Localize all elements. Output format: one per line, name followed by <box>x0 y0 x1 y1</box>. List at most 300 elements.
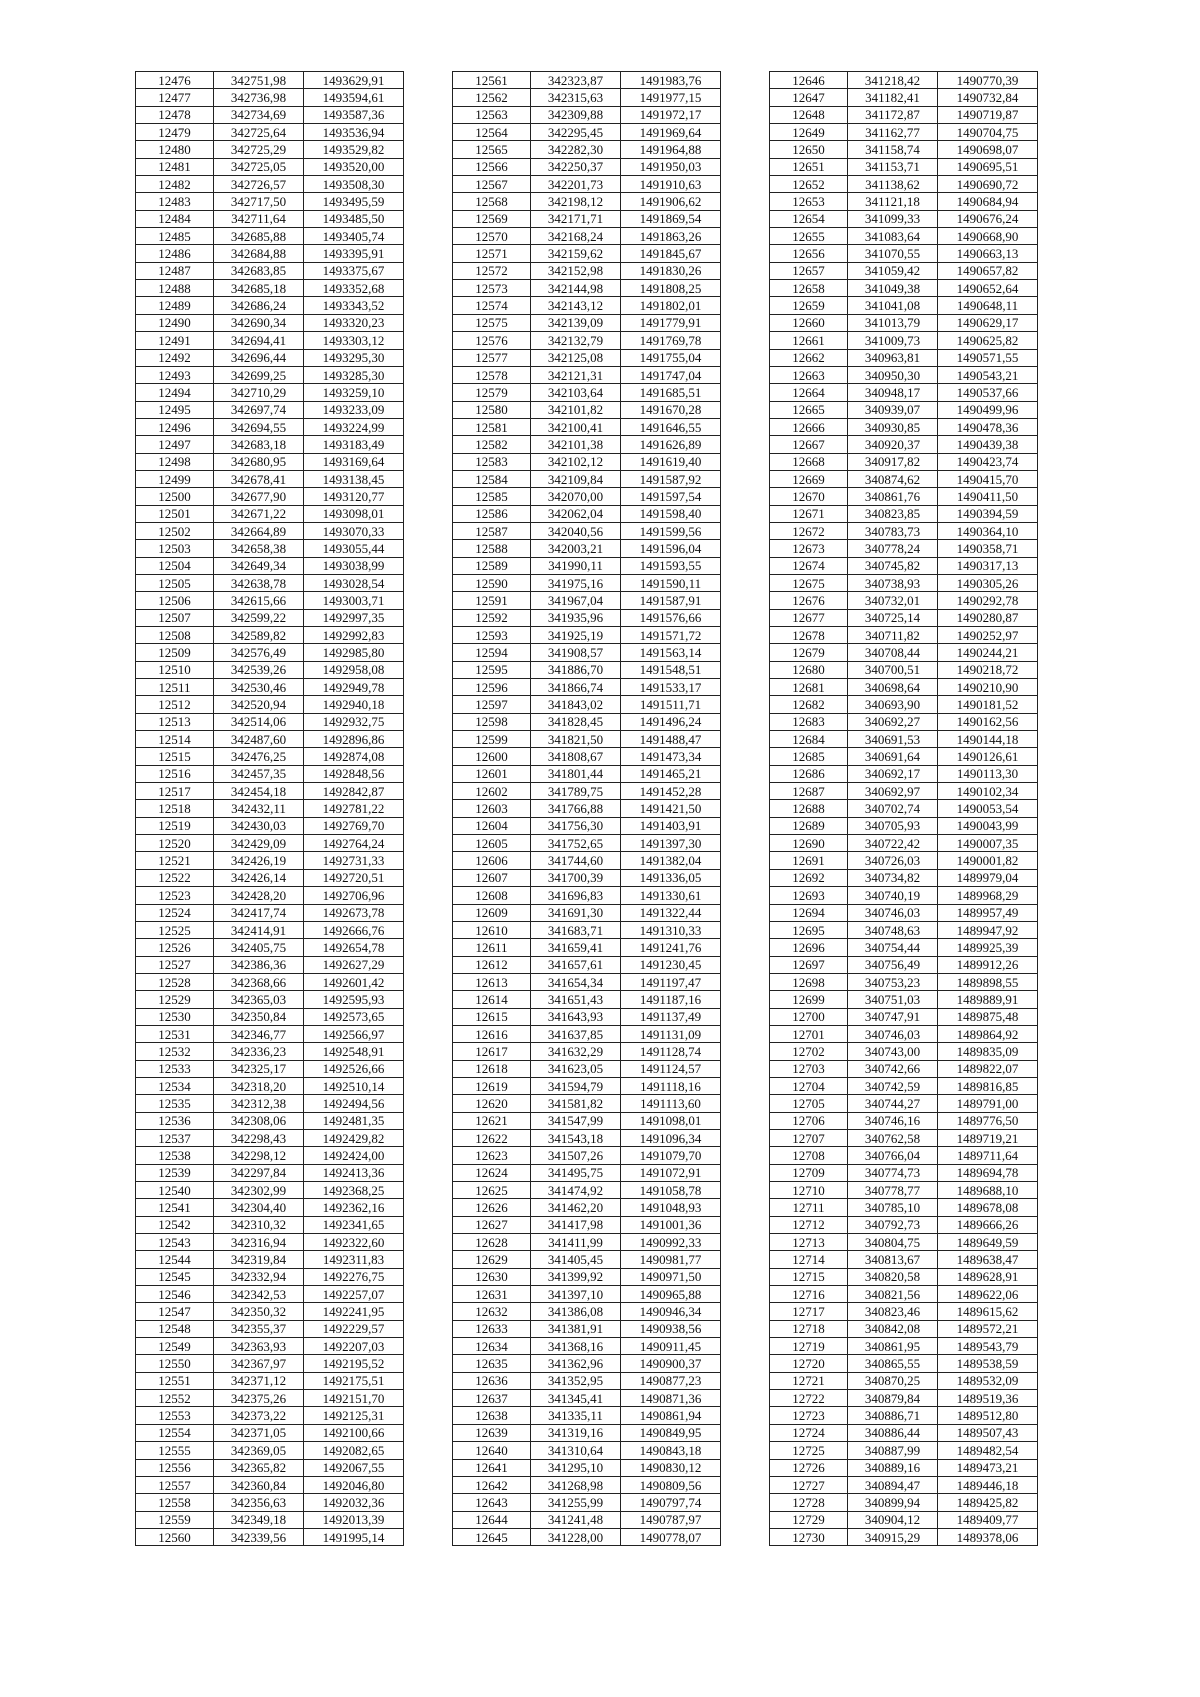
point-number-cell: 12476 <box>136 72 214 89</box>
point-number-cell: 12526 <box>136 939 214 956</box>
y-coordinate-cell: 1491118,16 <box>621 1077 721 1094</box>
point-number-cell: 12608 <box>453 887 531 904</box>
point-number-cell: 12618 <box>453 1060 531 1077</box>
y-coordinate-cell: 1491403,91 <box>621 817 721 834</box>
y-coordinate-cell: 1491230,45 <box>621 956 721 973</box>
point-number-cell: 12693 <box>770 887 848 904</box>
point-number-cell: 12727 <box>770 1476 848 1493</box>
y-coordinate-cell: 1490364,10 <box>938 522 1038 539</box>
y-coordinate-cell: 1489925,39 <box>938 939 1038 956</box>
x-coordinate-cell: 341386,08 <box>531 1303 621 1320</box>
table-row <box>453 1077 721 1094</box>
point-number-cell: 12591 <box>453 592 531 609</box>
y-coordinate-cell: 1489912,26 <box>938 956 1038 973</box>
point-number-cell: 12697 <box>770 956 848 973</box>
y-coordinate-cell: 1493038,99 <box>304 557 404 574</box>
y-coordinate-cell: 1489425,82 <box>938 1494 1038 1511</box>
point-number-cell: 12516 <box>136 765 214 782</box>
x-coordinate-cell: 341975,16 <box>531 574 621 591</box>
y-coordinate-cell: 1491597,54 <box>621 488 721 505</box>
table-row <box>770 245 1038 262</box>
table-row <box>453 1199 721 1216</box>
x-coordinate-cell: 341843,02 <box>531 696 621 713</box>
point-number-cell: 12514 <box>136 731 214 748</box>
x-coordinate-cell: 342658,38 <box>214 540 304 557</box>
table-row <box>770 228 1038 245</box>
x-coordinate-cell: 341399,92 <box>531 1268 621 1285</box>
point-number-cell: 12659 <box>770 297 848 314</box>
point-number-cell: 12590 <box>453 574 531 591</box>
x-coordinate-cell: 341070,55 <box>848 245 938 262</box>
point-number-cell: 12719 <box>770 1338 848 1355</box>
point-number-cell: 12696 <box>770 939 848 956</box>
x-coordinate-cell: 342282,30 <box>531 141 621 158</box>
y-coordinate-cell: 1489409,77 <box>938 1511 1038 1528</box>
x-coordinate-cell: 341368,16 <box>531 1338 621 1355</box>
table-row <box>136 783 404 800</box>
point-number-cell: 12503 <box>136 540 214 557</box>
y-coordinate-cell: 1492654,78 <box>304 939 404 956</box>
x-coordinate-cell: 342429,09 <box>214 835 304 852</box>
x-coordinate-cell: 342649,34 <box>214 557 304 574</box>
x-coordinate-cell: 340899,94 <box>848 1494 938 1511</box>
point-number-cell: 12627 <box>453 1216 531 1233</box>
table-row <box>453 991 721 1008</box>
y-coordinate-cell: 1492046,80 <box>304 1476 404 1493</box>
y-coordinate-cell: 1491646,55 <box>621 418 721 435</box>
point-number-cell: 12707 <box>770 1129 848 1146</box>
point-number-cell: 12482 <box>136 176 214 193</box>
point-number-cell: 12668 <box>770 453 848 470</box>
table-row <box>136 522 404 539</box>
table-row <box>136 505 404 522</box>
point-number-cell: 12547 <box>136 1303 214 1320</box>
point-number-cell: 12511 <box>136 679 214 696</box>
point-number-cell: 12713 <box>770 1234 848 1251</box>
point-number-cell: 12654 <box>770 210 848 227</box>
x-coordinate-cell: 342576,49 <box>214 644 304 661</box>
x-coordinate-cell: 341691,30 <box>531 904 621 921</box>
x-coordinate-cell: 342350,32 <box>214 1303 304 1320</box>
x-coordinate-cell: 342355,37 <box>214 1320 304 1337</box>
point-number-cell: 12505 <box>136 574 214 591</box>
y-coordinate-cell: 1492362,16 <box>304 1199 404 1216</box>
y-coordinate-cell: 1489835,09 <box>938 1043 1038 1060</box>
table-row <box>136 297 404 314</box>
table-row <box>136 1234 404 1251</box>
y-coordinate-cell: 1490861,94 <box>621 1407 721 1424</box>
table-row <box>453 436 721 453</box>
y-coordinate-cell: 1490911,45 <box>621 1338 721 1355</box>
x-coordinate-cell: 341821,50 <box>531 731 621 748</box>
y-coordinate-cell: 1491465,21 <box>621 765 721 782</box>
x-coordinate-cell: 340920,37 <box>848 436 938 453</box>
point-number-cell: 12524 <box>136 904 214 921</box>
table-row <box>453 1528 721 1545</box>
x-coordinate-cell: 340692,17 <box>848 765 938 782</box>
y-coordinate-cell: 1492601,42 <box>304 973 404 990</box>
point-number-cell: 12679 <box>770 644 848 661</box>
point-number-cell: 12660 <box>770 314 848 331</box>
x-coordinate-cell: 341153,71 <box>848 158 938 175</box>
point-number-cell: 12491 <box>136 332 214 349</box>
table-row <box>453 245 721 262</box>
y-coordinate-cell: 1493303,12 <box>304 332 404 349</box>
table-row <box>136 1528 404 1545</box>
x-coordinate-cell: 341643,93 <box>531 1008 621 1025</box>
table-row <box>453 349 721 366</box>
table-row <box>770 991 1038 1008</box>
table-row <box>770 1320 1038 1337</box>
table-row <box>136 141 404 158</box>
point-number-cell: 12563 <box>453 106 531 123</box>
y-coordinate-cell: 1492276,75 <box>304 1268 404 1285</box>
x-coordinate-cell: 341886,70 <box>531 661 621 678</box>
x-coordinate-cell: 340746,03 <box>848 904 938 921</box>
y-coordinate-cell: 1489532,09 <box>938 1372 1038 1389</box>
table-row <box>453 1390 721 1407</box>
x-coordinate-cell: 341495,75 <box>531 1164 621 1181</box>
x-coordinate-cell: 340762,58 <box>848 1129 938 1146</box>
x-coordinate-cell: 341345,41 <box>531 1390 621 1407</box>
x-coordinate-cell: 340756,49 <box>848 956 938 973</box>
point-number-cell: 12518 <box>136 800 214 817</box>
y-coordinate-cell: 1490218,72 <box>938 661 1038 678</box>
table-row <box>136 1147 404 1164</box>
x-coordinate-cell: 341637,85 <box>531 1025 621 1042</box>
x-coordinate-cell: 340823,85 <box>848 505 938 522</box>
y-coordinate-cell: 1489615,62 <box>938 1303 1038 1320</box>
y-coordinate-cell: 1491906,62 <box>621 193 721 210</box>
table-row <box>453 887 721 904</box>
table-row <box>453 609 721 626</box>
y-coordinate-cell: 1492985,80 <box>304 644 404 661</box>
point-number-cell: 12716 <box>770 1286 848 1303</box>
point-number-cell: 12483 <box>136 193 214 210</box>
table-row <box>136 1112 404 1129</box>
y-coordinate-cell: 1490181,52 <box>938 696 1038 713</box>
y-coordinate-cell: 1489979,04 <box>938 869 1038 886</box>
point-number-cell: 12648 <box>770 106 848 123</box>
y-coordinate-cell: 1490317,13 <box>938 557 1038 574</box>
y-coordinate-cell: 1491590,11 <box>621 574 721 591</box>
table-row <box>136 731 404 748</box>
point-number-cell: 12586 <box>453 505 531 522</box>
table-row <box>770 1494 1038 1511</box>
y-coordinate-cell: 1492195,52 <box>304 1355 404 1372</box>
x-coordinate-cell: 341659,41 <box>531 939 621 956</box>
x-coordinate-cell: 342319,84 <box>214 1251 304 1268</box>
point-number-cell: 12721 <box>770 1372 848 1389</box>
table-row <box>136 1407 404 1424</box>
x-coordinate-cell: 341397,10 <box>531 1286 621 1303</box>
coordinates-table-body <box>453 72 721 1546</box>
x-coordinate-cell: 342697,74 <box>214 401 304 418</box>
x-coordinate-cell: 342683,18 <box>214 436 304 453</box>
point-number-cell: 12690 <box>770 835 848 852</box>
y-coordinate-cell: 1489473,21 <box>938 1459 1038 1476</box>
x-coordinate-cell: 341162,77 <box>848 124 938 141</box>
table-row <box>136 1199 404 1216</box>
y-coordinate-cell: 1492896,86 <box>304 731 404 748</box>
y-coordinate-cell: 1492842,87 <box>304 783 404 800</box>
table-row <box>770 453 1038 470</box>
point-number-cell: 12724 <box>770 1424 848 1441</box>
point-number-cell: 12603 <box>453 800 531 817</box>
y-coordinate-cell: 1492573,65 <box>304 1008 404 1025</box>
point-number-cell: 12501 <box>136 505 214 522</box>
table-row <box>136 470 404 487</box>
x-coordinate-cell: 342332,94 <box>214 1268 304 1285</box>
point-number-cell: 12655 <box>770 228 848 245</box>
table-row <box>453 1251 721 1268</box>
x-coordinate-cell: 340870,25 <box>848 1372 938 1389</box>
y-coordinate-cell: 1491113,60 <box>621 1095 721 1112</box>
y-coordinate-cell: 1493375,67 <box>304 262 404 279</box>
table-row <box>453 401 721 418</box>
point-number-cell: 12579 <box>453 384 531 401</box>
table-row <box>453 470 721 487</box>
point-number-cell: 12559 <box>136 1511 214 1528</box>
table-row <box>136 1129 404 1146</box>
y-coordinate-cell: 1491048,93 <box>621 1199 721 1216</box>
point-number-cell: 12506 <box>136 592 214 609</box>
y-coordinate-cell: 1491845,67 <box>621 245 721 262</box>
x-coordinate-cell: 340738,93 <box>848 574 938 591</box>
x-coordinate-cell: 342686,24 <box>214 297 304 314</box>
x-coordinate-cell: 342310,32 <box>214 1216 304 1233</box>
table-row <box>770 176 1038 193</box>
table-row <box>136 557 404 574</box>
table-row <box>770 297 1038 314</box>
table-row <box>136 176 404 193</box>
table-row <box>770 557 1038 574</box>
point-number-cell: 12529 <box>136 991 214 1008</box>
x-coordinate-cell: 342428,20 <box>214 887 304 904</box>
y-coordinate-cell: 1490648,11 <box>938 297 1038 314</box>
table-row <box>453 696 721 713</box>
y-coordinate-cell: 1489719,21 <box>938 1129 1038 1146</box>
point-number-cell: 12548 <box>136 1320 214 1337</box>
x-coordinate-cell: 342336,23 <box>214 1043 304 1060</box>
point-number-cell: 12647 <box>770 89 848 106</box>
table-row <box>453 89 721 106</box>
x-coordinate-cell: 342530,46 <box>214 679 304 696</box>
point-number-cell: 12583 <box>453 453 531 470</box>
x-coordinate-cell: 341013,79 <box>848 314 938 331</box>
x-coordinate-cell: 340915,29 <box>848 1528 938 1545</box>
y-coordinate-cell: 1492368,25 <box>304 1182 404 1199</box>
point-number-cell: 12525 <box>136 921 214 938</box>
point-number-cell: 12519 <box>136 817 214 834</box>
x-coordinate-cell: 342350,84 <box>214 1008 304 1025</box>
point-number-cell: 12674 <box>770 557 848 574</box>
y-coordinate-cell: 1491599,56 <box>621 522 721 539</box>
table-row <box>136 540 404 557</box>
y-coordinate-cell: 1491755,04 <box>621 349 721 366</box>
point-number-cell: 12550 <box>136 1355 214 1372</box>
y-coordinate-cell: 1490252,97 <box>938 627 1038 644</box>
point-number-cell: 12566 <box>453 158 531 175</box>
y-coordinate-cell: 1491124,57 <box>621 1060 721 1077</box>
point-number-cell: 12595 <box>453 661 531 678</box>
table-row <box>770 540 1038 557</box>
point-number-cell: 12580 <box>453 401 531 418</box>
table-row <box>453 540 721 557</box>
table-row <box>453 973 721 990</box>
point-number-cell: 12488 <box>136 280 214 297</box>
x-coordinate-cell: 341967,04 <box>531 592 621 609</box>
point-number-cell: 12728 <box>770 1494 848 1511</box>
table-row <box>453 661 721 678</box>
y-coordinate-cell: 1491079,70 <box>621 1147 721 1164</box>
table-row <box>136 1251 404 1268</box>
point-number-cell: 12672 <box>770 522 848 539</box>
y-coordinate-cell: 1493003,71 <box>304 592 404 609</box>
table-row <box>453 297 721 314</box>
y-coordinate-cell: 1492013,39 <box>304 1511 404 1528</box>
point-number-cell: 12610 <box>453 921 531 938</box>
point-number-cell: 12689 <box>770 817 848 834</box>
x-coordinate-cell: 342363,93 <box>214 1338 304 1355</box>
point-number-cell: 12541 <box>136 1199 214 1216</box>
x-coordinate-cell: 340792,73 <box>848 1216 938 1233</box>
x-coordinate-cell: 341908,57 <box>531 644 621 661</box>
table-row <box>453 1338 721 1355</box>
table-row <box>453 280 721 297</box>
table-row <box>453 366 721 383</box>
y-coordinate-cell: 1493352,68 <box>304 280 404 297</box>
table-row <box>770 1390 1038 1407</box>
y-coordinate-cell: 1490394,59 <box>938 505 1038 522</box>
table-row <box>453 176 721 193</box>
point-number-cell: 12585 <box>453 488 531 505</box>
y-coordinate-cell: 1492311,83 <box>304 1251 404 1268</box>
y-coordinate-cell: 1491830,26 <box>621 262 721 279</box>
point-number-cell: 12479 <box>136 124 214 141</box>
point-number-cell: 12486 <box>136 245 214 262</box>
x-coordinate-cell: 340748,63 <box>848 921 938 938</box>
x-coordinate-cell: 342101,82 <box>531 401 621 418</box>
y-coordinate-cell: 1493120,77 <box>304 488 404 505</box>
table-row <box>770 1442 1038 1459</box>
y-coordinate-cell: 1491969,64 <box>621 124 721 141</box>
point-number-cell: 12520 <box>136 835 214 852</box>
coordinates-table-1 <box>135 71 404 1546</box>
y-coordinate-cell: 1491598,40 <box>621 505 721 522</box>
y-coordinate-cell: 1489898,55 <box>938 973 1038 990</box>
x-coordinate-cell: 342070,00 <box>531 488 621 505</box>
x-coordinate-cell: 342100,41 <box>531 418 621 435</box>
table-row <box>770 661 1038 678</box>
point-number-cell: 12692 <box>770 869 848 886</box>
table-row <box>136 106 404 123</box>
table-row <box>136 574 404 591</box>
point-number-cell: 12481 <box>136 158 214 175</box>
x-coordinate-cell: 342725,64 <box>214 124 304 141</box>
x-coordinate-cell: 342003,21 <box>531 540 621 557</box>
point-number-cell: 12620 <box>453 1095 531 1112</box>
table-row <box>136 1476 404 1493</box>
point-number-cell: 12537 <box>136 1129 214 1146</box>
x-coordinate-cell: 342368,66 <box>214 973 304 990</box>
point-number-cell: 12717 <box>770 1303 848 1320</box>
point-number-cell: 12508 <box>136 627 214 644</box>
y-coordinate-cell: 1491197,47 <box>621 973 721 990</box>
table-row <box>770 1077 1038 1094</box>
x-coordinate-cell: 340778,24 <box>848 540 938 557</box>
table-row <box>453 1320 721 1337</box>
y-coordinate-cell: 1492666,76 <box>304 921 404 938</box>
table-row <box>136 748 404 765</box>
point-number-cell: 12490 <box>136 314 214 331</box>
table-row <box>453 731 721 748</box>
y-coordinate-cell: 1490981,77 <box>621 1251 721 1268</box>
x-coordinate-cell: 342710,29 <box>214 384 304 401</box>
point-number-cell: 12669 <box>770 470 848 487</box>
x-coordinate-cell: 340745,82 <box>848 557 938 574</box>
y-coordinate-cell: 1491397,30 <box>621 835 721 852</box>
y-coordinate-cell: 1493285,30 <box>304 366 404 383</box>
y-coordinate-cell: 1491685,51 <box>621 384 721 401</box>
y-coordinate-cell: 1492731,33 <box>304 852 404 869</box>
x-coordinate-cell: 341808,67 <box>531 748 621 765</box>
y-coordinate-cell: 1490971,50 <box>621 1268 721 1285</box>
point-number-cell: 12567 <box>453 176 531 193</box>
table-row <box>136 835 404 852</box>
table-row <box>136 453 404 470</box>
point-number-cell: 12616 <box>453 1025 531 1042</box>
table-row <box>136 210 404 227</box>
table-row <box>136 1338 404 1355</box>
table-row <box>136 661 404 678</box>
point-number-cell: 12538 <box>136 1147 214 1164</box>
point-number-cell: 12657 <box>770 262 848 279</box>
y-coordinate-cell: 1491670,28 <box>621 401 721 418</box>
table-row <box>770 488 1038 505</box>
table-row <box>453 627 721 644</box>
x-coordinate-cell: 342426,19 <box>214 852 304 869</box>
y-coordinate-cell: 1493098,01 <box>304 505 404 522</box>
x-coordinate-cell: 340861,95 <box>848 1338 938 1355</box>
x-coordinate-cell: 342699,25 <box>214 366 304 383</box>
table-row <box>770 89 1038 106</box>
point-number-cell: 12710 <box>770 1182 848 1199</box>
x-coordinate-cell: 340691,53 <box>848 731 938 748</box>
y-coordinate-cell: 1491779,91 <box>621 314 721 331</box>
y-coordinate-cell: 1492720,51 <box>304 869 404 886</box>
y-coordinate-cell: 1489649,59 <box>938 1234 1038 1251</box>
point-number-cell: 12695 <box>770 921 848 938</box>
table-row <box>453 1164 721 1181</box>
table-row <box>770 1286 1038 1303</box>
point-number-cell: 12517 <box>136 783 214 800</box>
y-coordinate-cell: 1493320,23 <box>304 314 404 331</box>
point-number-cell: 12639 <box>453 1424 531 1441</box>
table-row <box>136 1216 404 1233</box>
x-coordinate-cell: 340753,23 <box>848 973 938 990</box>
table-row <box>453 1511 721 1528</box>
point-number-cell: 12676 <box>770 592 848 609</box>
x-coordinate-cell: 340708,44 <box>848 644 938 661</box>
x-coordinate-cell: 340861,76 <box>848 488 938 505</box>
point-number-cell: 12522 <box>136 869 214 886</box>
point-number-cell: 12592 <box>453 609 531 626</box>
y-coordinate-cell: 1490571,55 <box>938 349 1038 366</box>
x-coordinate-cell: 342109,84 <box>531 470 621 487</box>
table-row <box>136 991 404 1008</box>
point-number-cell: 12498 <box>136 453 214 470</box>
